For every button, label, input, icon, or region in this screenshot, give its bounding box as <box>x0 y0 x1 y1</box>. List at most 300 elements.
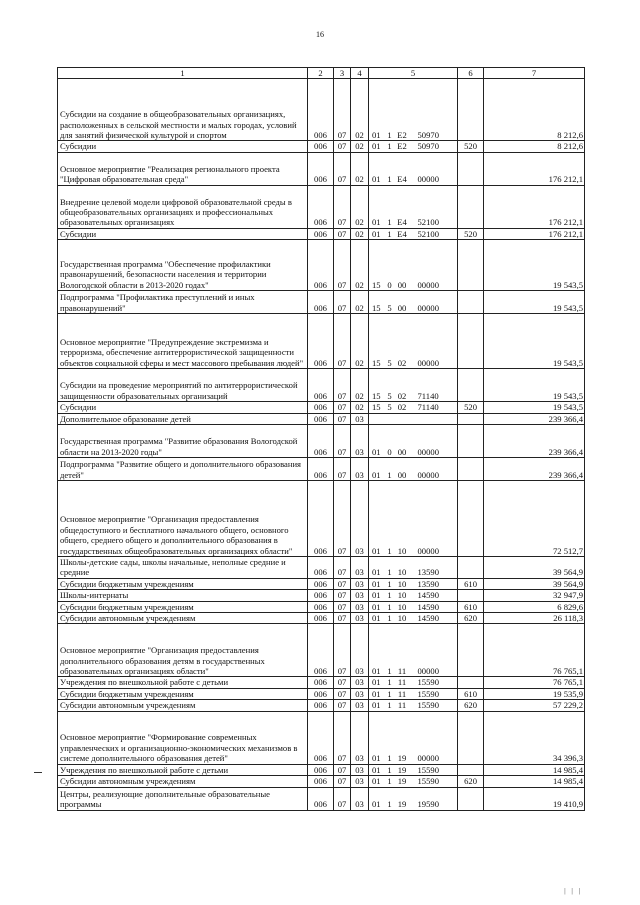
cell-section: 07 <box>334 557 351 579</box>
cell-subsection: 02 <box>351 402 369 413</box>
cell-section: 07 <box>334 314 351 369</box>
cell-expense-type: 610 <box>458 688 484 699</box>
cell-amount: 76 765,1 <box>484 624 585 677</box>
cell-target-program: 01 <box>369 425 385 458</box>
cell-section: 07 <box>334 711 351 764</box>
table-row <box>58 152 585 185</box>
cell-target-program: 01 <box>369 152 385 185</box>
cell-ministry-code: 006 <box>308 314 334 369</box>
cell-subsection: 03 <box>351 764 369 775</box>
cell-direction: 10 <box>395 613 410 624</box>
column-header: 5 <box>369 68 458 79</box>
cell-target-code: 71140 <box>410 369 458 402</box>
cell-target-code: 00000 <box>410 152 458 185</box>
cell-target-code: 50970 <box>410 79 458 141</box>
cell-subsection: 02 <box>351 141 369 152</box>
cell-subprogram: 1 <box>385 578 395 589</box>
cell-target-code: 13590 <box>410 557 458 579</box>
cell-target-code: 15590 <box>410 776 458 787</box>
cell-ministry-code: 006 <box>308 291 334 314</box>
cell-expense-type <box>458 291 484 314</box>
row-name: Субсидии автономным учреждениям <box>58 700 308 711</box>
cell-ministry-code: 006 <box>308 578 334 589</box>
cell-section: 07 <box>334 613 351 624</box>
cell-subsection: 03 <box>351 481 369 557</box>
table-row <box>58 413 585 424</box>
table-row <box>58 557 585 579</box>
cell-subprogram: 1 <box>385 590 395 601</box>
cell-ministry-code: 006 <box>308 240 334 291</box>
row-name: Основное мероприятие "Организация предоставления дополнительного образования детям в государственных образовательных организациях области" <box>58 624 308 677</box>
table-row <box>58 402 585 413</box>
cell-section: 07 <box>334 776 351 787</box>
cell-target-code: 00000 <box>410 314 458 369</box>
cell-target-code: 00000 <box>410 624 458 677</box>
cell-section: 07 <box>334 425 351 458</box>
cell-direction: 02 <box>395 369 410 402</box>
cell-amount: 39 564,9 <box>484 557 585 579</box>
cell-ministry-code: 006 <box>308 152 334 185</box>
cell-ministry-code: 006 <box>308 787 334 810</box>
cell-subsection: 03 <box>351 624 369 677</box>
cell-subprogram: 1 <box>385 787 395 810</box>
cell-amount: 19 543,5 <box>484 402 585 413</box>
cell-ministry-code: 006 <box>308 185 334 228</box>
cell-amount: 14 985,4 <box>484 776 585 787</box>
cell-subsection: 03 <box>351 458 369 481</box>
cell-amount: 19 543,5 <box>484 240 585 291</box>
cell-subsection: 03 <box>351 613 369 624</box>
table-row <box>58 787 585 810</box>
cell-subprogram: 1 <box>385 601 395 612</box>
row-name: Внедрение целевой модели цифровой образовательной среды в общеобразовательных организациях и профессиональных образовательных организациях <box>58 185 308 228</box>
cell-ministry-code: 006 <box>308 590 334 601</box>
cell-target-program: 01 <box>369 787 385 810</box>
cell-subprogram: 1 <box>385 228 395 239</box>
table-row <box>58 291 585 314</box>
cell-subsection: 02 <box>351 228 369 239</box>
cell-ministry-code: 006 <box>308 601 334 612</box>
cell-expense-type <box>458 79 484 141</box>
cell-amount: 34 396,3 <box>484 711 585 764</box>
cell-subprogram: 1 <box>385 677 395 688</box>
cell-direction: 11 <box>395 677 410 688</box>
cell-section: 07 <box>334 590 351 601</box>
cell-expense-type: 610 <box>458 578 484 589</box>
cell-ministry-code: 006 <box>308 700 334 711</box>
cell-subprogram: 1 <box>385 624 395 677</box>
cell-target-program: 15 <box>369 240 385 291</box>
column-header: 3 <box>334 68 351 79</box>
cell-amount: 176 212,1 <box>484 152 585 185</box>
cell-direction: 11 <box>395 700 410 711</box>
cell-subsection: 03 <box>351 590 369 601</box>
cell-subsection: 03 <box>351 578 369 589</box>
cell-subsection: 03 <box>351 601 369 612</box>
cell-expense-type <box>458 677 484 688</box>
cell-section: 07 <box>334 700 351 711</box>
cell-amount: 26 118,3 <box>484 613 585 624</box>
cell-direction: 00 <box>395 425 410 458</box>
cell-direction: E4 <box>395 152 410 185</box>
cell-subprogram: 5 <box>385 369 395 402</box>
cell-target-code: 19590 <box>410 787 458 810</box>
cell-subsection: 03 <box>351 557 369 579</box>
cell-section: 07 <box>334 185 351 228</box>
row-name: Основное мероприятие "Реализация регионального проекта "Цифровая образовательная среда" <box>58 152 308 185</box>
cell-target-program: 01 <box>369 481 385 557</box>
cell-target-code: 00000 <box>410 481 458 557</box>
cell-amount: 239 366,4 <box>484 458 585 481</box>
cell-amount: 72 512,7 <box>484 481 585 557</box>
cell-subsection: 03 <box>351 787 369 810</box>
cell-ministry-code: 006 <box>308 624 334 677</box>
cell-target-program: 01 <box>369 590 385 601</box>
cell-subsection: 02 <box>351 79 369 141</box>
table-row <box>58 711 585 764</box>
cell-target-program <box>369 413 385 424</box>
cell-ministry-code: 006 <box>308 141 334 152</box>
cell-section: 07 <box>334 369 351 402</box>
table-row <box>58 79 585 141</box>
cell-target-program: 01 <box>369 700 385 711</box>
cell-direction: E2 <box>395 141 410 152</box>
cell-section: 07 <box>334 228 351 239</box>
cell-direction: 19 <box>395 711 410 764</box>
row-name: Основное мероприятие "Предупреждение экстремизма и терроризма, обеспечение антитеррористической защищенности объектов социальной сферы и мест массового пребывания людей" <box>58 314 308 369</box>
column-header: 6 <box>458 68 484 79</box>
cell-section: 07 <box>334 141 351 152</box>
cell-subprogram: 1 <box>385 481 395 557</box>
table-row <box>58 613 585 624</box>
cell-subsection: 02 <box>351 240 369 291</box>
cell-expense-type: 610 <box>458 601 484 612</box>
row-name: Подпрограмма "Профилактика преступлений и иных правонарушений" <box>58 291 308 314</box>
row-name: Основное мероприятие "Формирование современных управленческих и организационно-экономических механизмов в системе дополнительного образования детей" <box>58 711 308 764</box>
row-name: Субсидии автономным учреждениям <box>58 776 308 787</box>
cell-direction <box>395 413 410 424</box>
cell-expense-type <box>458 240 484 291</box>
cell-amount: 176 212,1 <box>484 185 585 228</box>
table-row <box>58 700 585 711</box>
cell-section: 07 <box>334 624 351 677</box>
row-name: Субсидии на проведение мероприятий по антитеррористической защищенности образовательных организаций <box>58 369 308 402</box>
row-name: Дополнительное образование детей <box>58 413 308 424</box>
cell-target-code: 00000 <box>410 291 458 314</box>
cell-subprogram: 0 <box>385 240 395 291</box>
cell-target-program: 01 <box>369 141 385 152</box>
table-row <box>58 185 585 228</box>
table-row <box>58 590 585 601</box>
cell-direction: 02 <box>395 402 410 413</box>
cell-subprogram: 1 <box>385 79 395 141</box>
cell-section: 07 <box>334 458 351 481</box>
cell-target-code: 50970 <box>410 141 458 152</box>
cell-subprogram <box>385 413 395 424</box>
cell-subprogram: 5 <box>385 402 395 413</box>
cell-expense-type <box>458 481 484 557</box>
table-row <box>58 688 585 699</box>
cell-direction: 10 <box>395 481 410 557</box>
cell-section: 07 <box>334 291 351 314</box>
cell-direction: 19 <box>395 764 410 775</box>
table-row <box>58 624 585 677</box>
cell-target-program: 01 <box>369 677 385 688</box>
cell-expense-type <box>458 458 484 481</box>
cell-target-code: 15590 <box>410 764 458 775</box>
cell-expense-type <box>458 711 484 764</box>
footer-mark: | | | <box>564 887 582 895</box>
cell-amount: 19 543,5 <box>484 314 585 369</box>
cell-amount: 19 535,9 <box>484 688 585 699</box>
table-body <box>58 79 585 810</box>
cell-target-code: 52100 <box>410 228 458 239</box>
cell-section: 07 <box>334 677 351 688</box>
cell-target-program: 01 <box>369 228 385 239</box>
cell-subprogram: 1 <box>385 764 395 775</box>
cell-subprogram: 1 <box>385 185 395 228</box>
cell-direction: E4 <box>395 185 410 228</box>
table-row <box>58 228 585 239</box>
cell-ministry-code: 006 <box>308 764 334 775</box>
cell-section: 07 <box>334 787 351 810</box>
cell-target-program: 01 <box>369 624 385 677</box>
cell-subprogram: 1 <box>385 458 395 481</box>
cell-target-program: 01 <box>369 79 385 141</box>
cell-amount: 19 543,5 <box>484 291 585 314</box>
cell-amount: 8 212,6 <box>484 141 585 152</box>
cell-amount: 19 543,5 <box>484 369 585 402</box>
column-header: 4 <box>351 68 369 79</box>
table-row <box>58 481 585 557</box>
table-row <box>58 314 585 369</box>
cell-ministry-code: 006 <box>308 228 334 239</box>
cell-direction: 00 <box>395 458 410 481</box>
cell-amount: 6 829,6 <box>484 601 585 612</box>
row-name: Субсидии бюджетным учреждениям <box>58 688 308 699</box>
cell-amount: 19 410,9 <box>484 787 585 810</box>
table-header-row <box>58 68 585 79</box>
column-header: 2 <box>308 68 334 79</box>
cell-target-program: 01 <box>369 557 385 579</box>
cell-amount: 239 366,4 <box>484 413 585 424</box>
cell-target-program: 01 <box>369 764 385 775</box>
cell-target-program: 15 <box>369 314 385 369</box>
cell-expense-type: 520 <box>458 402 484 413</box>
cell-amount: 14 985,4 <box>484 764 585 775</box>
cell-amount: 8 212,6 <box>484 79 585 141</box>
cell-subprogram: 0 <box>385 425 395 458</box>
cell-section: 07 <box>334 152 351 185</box>
table-row <box>58 458 585 481</box>
cell-target-code: 52100 <box>410 185 458 228</box>
cell-section: 07 <box>334 240 351 291</box>
cell-target-program: 01 <box>369 613 385 624</box>
cell-direction: 00 <box>395 291 410 314</box>
cell-section: 07 <box>334 764 351 775</box>
row-name: Субсидии бюджетным учреждениям <box>58 578 308 589</box>
row-name: Центры, реализующие дополнительные образовательные программы <box>58 787 308 810</box>
row-name: Подпрограмма "Развитие общего и дополнительного образования детей" <box>58 458 308 481</box>
cell-direction: 19 <box>395 776 410 787</box>
cell-direction: 10 <box>395 601 410 612</box>
cell-expense-type <box>458 590 484 601</box>
row-name: Школы-интернаты <box>58 590 308 601</box>
cell-target-code: 13590 <box>410 578 458 589</box>
cell-subsection: 03 <box>351 700 369 711</box>
cell-target-code: 00000 <box>410 425 458 458</box>
row-name: Основное мероприятие "Организация предоставления общедоступного и бесплатного начального общего, основного общего, среднего общего и дополнительного образования в государственных общеобразовательных организациях области" <box>58 481 308 557</box>
column-header: 7 <box>484 68 585 79</box>
cell-target-code: 15590 <box>410 700 458 711</box>
cell-target-program: 01 <box>369 776 385 787</box>
cell-target-code: 14590 <box>410 590 458 601</box>
table-row <box>58 141 585 152</box>
row-name: Учреждения по внешкольной работе с детьми <box>58 677 308 688</box>
cell-target-code: 00000 <box>410 458 458 481</box>
cell-ministry-code: 006 <box>308 481 334 557</box>
cell-expense-type <box>458 185 484 228</box>
row-name: Учреждения по внешкольной работе с детьми <box>58 764 308 775</box>
cell-expense-type: 520 <box>458 228 484 239</box>
row-name: Субсидии бюджетным учреждениям <box>58 601 308 612</box>
cell-ministry-code: 006 <box>308 369 334 402</box>
cell-subsection: 02 <box>351 291 369 314</box>
cell-subprogram: 1 <box>385 141 395 152</box>
cell-direction: E2 <box>395 79 410 141</box>
cell-target-program: 15 <box>369 369 385 402</box>
row-name: Субсидии <box>58 228 308 239</box>
cell-ministry-code: 006 <box>308 613 334 624</box>
cell-amount: 176 212,1 <box>484 228 585 239</box>
cell-section: 07 <box>334 481 351 557</box>
row-name: Субсидии на создание в общеобразовательных организациях, расположенных в сельской местности и малых городах, условий для занятий физической культурой и спортом <box>58 79 308 141</box>
cell-target-program: 01 <box>369 578 385 589</box>
column-header: 1 <box>58 68 308 79</box>
cell-ministry-code: 006 <box>308 557 334 579</box>
table-row <box>58 425 585 458</box>
cell-expense-type <box>458 624 484 677</box>
cell-expense-type <box>458 369 484 402</box>
cell-direction: 00 <box>395 240 410 291</box>
cell-expense-type <box>458 413 484 424</box>
cell-section: 07 <box>334 413 351 424</box>
cell-target-code: 00000 <box>410 711 458 764</box>
table-row <box>58 578 585 589</box>
cell-amount: 76 765,1 <box>484 677 585 688</box>
cell-ministry-code: 006 <box>308 776 334 787</box>
cell-subprogram: 1 <box>385 613 395 624</box>
cell-direction: 19 <box>395 787 410 810</box>
table-row <box>58 776 585 787</box>
cell-ministry-code: 006 <box>308 458 334 481</box>
cell-subprogram: 1 <box>385 711 395 764</box>
cell-expense-type <box>458 764 484 775</box>
cell-expense-type <box>458 152 484 185</box>
cell-ministry-code: 006 <box>308 413 334 424</box>
table-row <box>58 240 585 291</box>
cell-section: 07 <box>334 79 351 141</box>
cell-direction: 11 <box>395 624 410 677</box>
cell-expense-type <box>458 314 484 369</box>
cell-subsection: 03 <box>351 425 369 458</box>
cell-section: 07 <box>334 601 351 612</box>
cell-expense-type: 620 <box>458 613 484 624</box>
cell-amount: 32 947,9 <box>484 590 585 601</box>
cell-expense-type <box>458 425 484 458</box>
cell-subsection: 02 <box>351 314 369 369</box>
cell-target-code: 14590 <box>410 613 458 624</box>
page-number: 16 <box>316 30 324 39</box>
cell-amount: 239 366,4 <box>484 425 585 458</box>
cell-target-code: 15590 <box>410 688 458 699</box>
cell-ministry-code: 006 <box>308 688 334 699</box>
cell-subsection: 03 <box>351 711 369 764</box>
cell-ministry-code: 006 <box>308 79 334 141</box>
cell-target-code: 00000 <box>410 240 458 291</box>
cell-target-code <box>410 413 458 424</box>
cell-subsection: 03 <box>351 688 369 699</box>
cell-direction: 11 <box>395 688 410 699</box>
cell-target-program: 01 <box>369 185 385 228</box>
cell-direction: 10 <box>395 590 410 601</box>
cell-target-program: 01 <box>369 688 385 699</box>
cell-subprogram: 1 <box>385 776 395 787</box>
cell-target-code: 14590 <box>410 601 458 612</box>
cell-subprogram: 1 <box>385 700 395 711</box>
margin-mark <box>34 772 42 773</box>
cell-expense-type <box>458 557 484 579</box>
cell-subsection: 03 <box>351 413 369 424</box>
row-name: Государственная программа "Обеспечение профилактики правонарушений, безопасности населения и территории Вологодской области в 2013-2020 годах" <box>58 240 308 291</box>
cell-target-code: 71140 <box>410 402 458 413</box>
cell-target-program: 01 <box>369 711 385 764</box>
cell-amount: 39 564,9 <box>484 578 585 589</box>
cell-ministry-code: 006 <box>308 425 334 458</box>
row-name: Субсидии <box>58 141 308 152</box>
cell-target-program: 15 <box>369 402 385 413</box>
cell-subprogram: 5 <box>385 291 395 314</box>
budget-table <box>57 67 585 811</box>
cell-target-program: 01 <box>369 601 385 612</box>
row-name: Государственная программа "Развитие образования Вологодской области на 2013-2020 годы" <box>58 425 308 458</box>
cell-section: 07 <box>334 402 351 413</box>
cell-subsection: 02 <box>351 185 369 228</box>
cell-subprogram: 1 <box>385 688 395 699</box>
cell-target-code: 15590 <box>410 677 458 688</box>
table-row <box>58 764 585 775</box>
cell-direction: E4 <box>395 228 410 239</box>
cell-expense-type: 520 <box>458 141 484 152</box>
cell-section: 07 <box>334 688 351 699</box>
cell-expense-type: 620 <box>458 700 484 711</box>
cell-target-program: 01 <box>369 458 385 481</box>
row-name: Школы-детские сады, школы начальные, неполные средние и средние <box>58 557 308 579</box>
cell-amount: 57 229,2 <box>484 700 585 711</box>
cell-ministry-code: 006 <box>308 677 334 688</box>
cell-direction: 10 <box>395 557 410 579</box>
cell-subprogram: 1 <box>385 557 395 579</box>
cell-subsection: 02 <box>351 152 369 185</box>
cell-subsection: 02 <box>351 369 369 402</box>
cell-subprogram: 1 <box>385 152 395 185</box>
cell-target-program: 15 <box>369 291 385 314</box>
cell-expense-type <box>458 787 484 810</box>
cell-ministry-code: 006 <box>308 711 334 764</box>
table-row <box>58 677 585 688</box>
cell-expense-type: 620 <box>458 776 484 787</box>
cell-subprogram: 5 <box>385 314 395 369</box>
